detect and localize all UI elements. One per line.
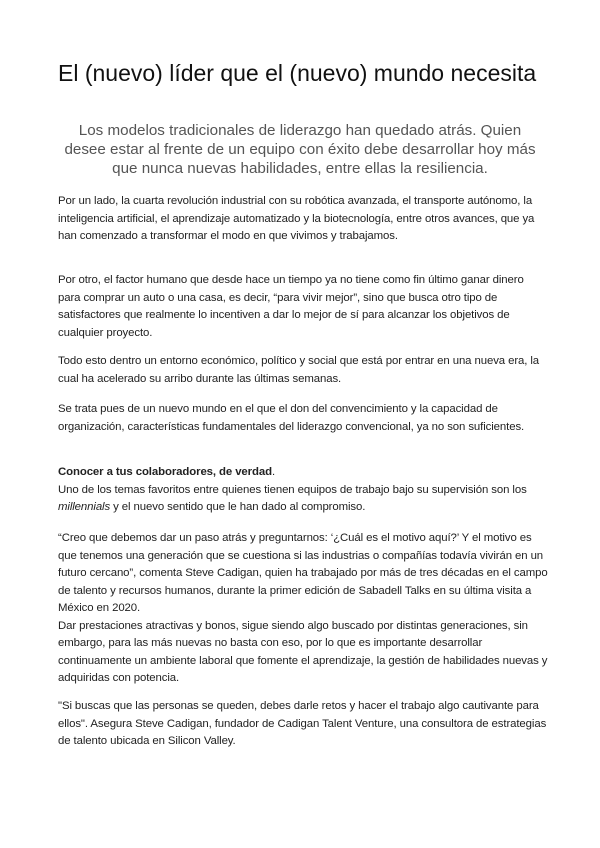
paragraph-5-italic: millennials [58, 501, 111, 513]
section-heading [58, 464, 548, 482]
section-heading-period: . [271, 466, 276, 478]
paragraph-6: “Creo que debemos dar un paso atrás y preguntarnos: ‘¿Cuál es el motivo aquí?’ Y el motivo es que tenemos una generación que se cuestiona si las industrias o compañías todavía vivirán en un futuro cercano”, comenta Steve Cadigan, quien ha trabajado por más de tres décadas en el campo de talento y recursos humanos, durante la primer edición de Sabadell Talks en su última visita a México en 2020. [58, 532, 548, 614]
paragraph-3: Todo esto dentro un entorno económico, político y social que está por entrar en una nueva era, la cual ha acelerado su arribo durante las últimas semanas. [58, 355, 540, 385]
paragraph-7: Dar prestaciones atractivas y bonos, sigue siendo algo buscado por distintas generaciones, sin embargo, para las más nuevas no basta con eso, por lo que es importante desarrollar continuamente un ambiente laboral que fomente el aprendizaje, la gestión de habilidades nuevas y adquiridas con potencia. [58, 619, 548, 684]
paragraph-5 [58, 482, 548, 517]
paragraph-5-start: Uno de los temas favoritos entre quienes tienen equipos de trabajo bajo su supervisión son los [58, 483, 527, 496]
article-subtitle: Los modelos tradicionales de liderazgo han quedado atrás. Quien desee estar al frente de un equipo con éxito debe desarrollar hoy más que nunca nuevas habilidades, entre ellas la resiliencia. [64, 122, 536, 177]
paragraph-5-end: y el nuevo sentido que le han dado al compromiso. [110, 501, 366, 513]
article-title: El (nuevo) líder que el (nuevo) mundo necesita [58, 60, 537, 86]
section-block [58, 464, 548, 517]
paragraph-4: Se trata pues de un nuevo mundo en el que el don del convencimiento y la capacidad de organización, características fundamentales del liderazgo convencional, ya no son suficientes. [58, 403, 525, 433]
paragraph-1: Por un lado, la cuarta revolución industrial con su robótica avanzada, el transporte autónomo, la inteligencia artificial, el aprendizaje automatizado y la biotecnología, entre otros avances, que ya han comenzado a transformar el modo en que vivimos y trabajamos. [58, 195, 535, 242]
paragraph-2: Por otro, el factor humano que desde hace un tiempo ya no tiene como fin último ganar dinero para comprar un auto o una casa, es decir, “para vivir mejor”, sino que busca otro tipo de satisfactores que realmente lo incentiven a dar lo mejor de sí para alcanzar los objetivos de cualquier proyecto. [58, 274, 524, 339]
quote-block [58, 530, 548, 688]
paragraph-8: "Si buscas que las personas se queden, debes darle retos y hacer el trabajo algo cautivante para ellos". Asegura Steve Cadigan, fundador de Cadigan Talent Venture, una consultora de estrategias de talento ubicada en Silicon Valley. [58, 700, 547, 747]
section-heading-text: Conocer a tus colaboradores, de verdad [58, 466, 272, 478]
